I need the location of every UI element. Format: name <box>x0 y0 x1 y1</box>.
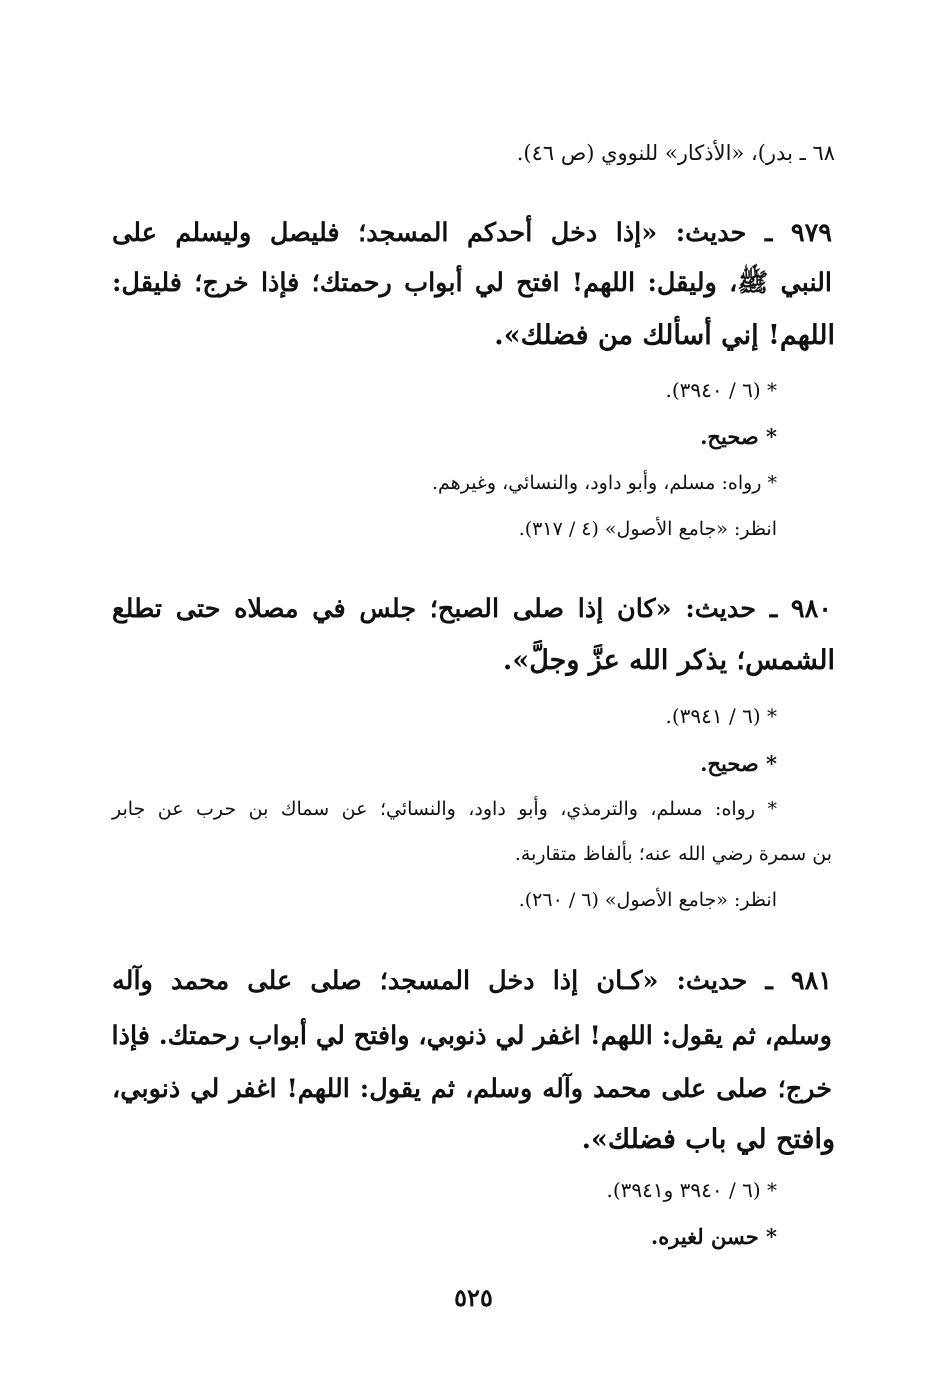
hadith-see-also: انظر: «جامع الأصول» (٤ / ٣١٧). <box>518 518 777 540</box>
hadith-grade: * صحيح. <box>700 424 777 449</box>
hadith-grade: * صحيح. <box>700 751 777 776</box>
hadith-text-line: خرج؛ صلى على محمد وآله وسلم، ثم يقول: اللهم! اغفر لي ذنوبي، <box>112 1074 832 1104</box>
hadith-see-also: انظر: «جامع الأصول» (٦ / ٢٦٠). <box>518 889 777 911</box>
hadith-reference: * (٦ / ٣٩٤١). <box>665 704 777 728</box>
hadith-text-line: الشمس؛ يذكر الله عزَّ وجلَّ». <box>502 645 835 676</box>
hadith-text-line: ٩٨٠ ـ حديث: «كان إذا صلى الصبح؛ جلس في مصلاه حتى تطلع <box>112 594 832 624</box>
page-number: ٥٢٥ <box>454 1283 493 1312</box>
hadith-text-line: وافتح لي باب فضلك». <box>581 1124 835 1155</box>
hadith-text-line: وسلم، ثم يقول: اللهم! اغفر لي ذنوبي، وافتح لي أبواب رحمتك. فإذا <box>111 1021 832 1051</box>
footnote-continuation: ٦٨ ـ بدر)، «الأذكار» للنووي (ص ٤٦). <box>516 141 835 165</box>
hadith-text-line: ٩٧٩ ـ حديث: «إذا دخل أحدكم المسجد؛ فليصل وليسلم على <box>112 218 832 248</box>
hadith-text-line: النبي ﷺ، وليقل: اللهم! افتح لي أبواب رحمتك؛ فإذا خرج؛ فليقل: <box>112 268 832 298</box>
hadith-reference: * (٦ / ٣٩٤٠ و٣٩٤١). <box>606 1178 777 1202</box>
hadith-grade: * حسن لغيره. <box>650 1224 777 1249</box>
hadith-reference: * (٦ / ٣٩٤٠). <box>665 378 777 402</box>
hadith-narrators: * رواه: مسلم، والترمذي، وأبو داود، والنسائي؛ عن سماك بن حرب عن جابر <box>112 798 777 820</box>
hadith-text-line: ٩٨١ ـ حديث: «كـان إذا دخل المسجد؛ صلى على محمد وآله <box>112 966 832 996</box>
hadith-text-line: اللهم! إني أسألك من فضلك». <box>494 320 835 351</box>
hadith-narrators: * رواه: مسلم، وأبو داود، والنسائي، وغيرهم. <box>432 472 777 494</box>
hadith-narrators-cont: بن سمرة رضي الله عنه؛ بألفاظ متقاربة. <box>514 843 832 865</box>
